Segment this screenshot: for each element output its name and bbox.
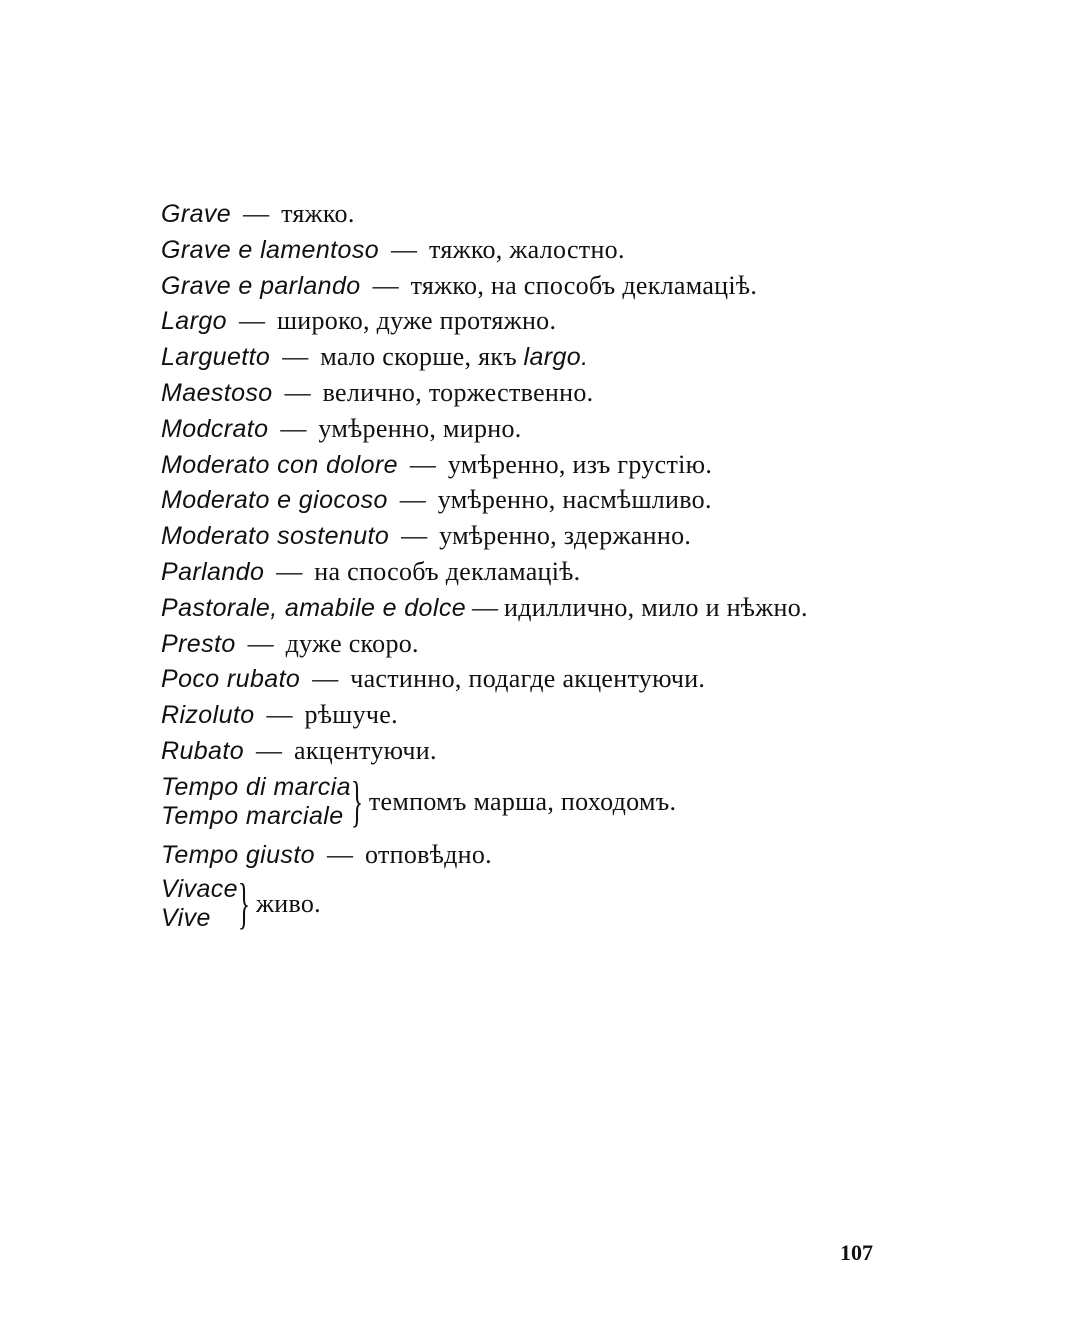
glossary-entry-presto [161,626,921,662]
entry-dash: — [472,592,499,622]
entry-term: Grave e lamentoso [161,235,380,264]
entry-definition: идиллично, мило и нѣжно. [504,592,808,622]
page-number: 107 [840,1240,873,1265]
entry-dash: — [282,342,309,372]
glossary-list [161,196,921,935]
curly-brace: } [237,872,250,935]
entry-dash: — [326,839,353,869]
glossary-entry-moderato-con-dolore [161,447,921,483]
glossary-entry-tempo-giusto [161,837,921,873]
group-definition: живо. [256,888,321,918]
glossary-entry-pastorale [161,590,921,626]
glossary-entry-moderato-e-giocoso [161,482,921,518]
entry-term: Rubato [161,736,245,765]
entry-term: Moderato e giocoso [161,486,388,515]
glossary-entry-largo [161,303,921,339]
entry-dash: — [409,449,436,479]
group-term: Tempo di marcia [161,772,351,801]
entry-term: Rizoluto [161,701,255,730]
entry-term: Maestoso [161,378,273,407]
entry-dash: — [276,556,303,586]
glossary-entry-rizoluto [161,697,921,733]
glossary-entry-grave-e-lamentoso [161,232,921,268]
group-term: Tempo marciale [161,801,344,830]
entry-definition: велично, торжественно. [322,377,594,407]
glossary-entry-maestoso [161,375,921,411]
entry-definition: умѣренно, изъ грустію. [447,449,713,479]
group-definition: темпомъ марша, походомъ. [368,786,677,816]
entry-definition: тяжко, жалостно. [429,234,625,264]
entry-dash: — [256,735,283,765]
group-term: Vive [161,903,211,932]
entry-dash: — [312,664,339,694]
curly-brace: } [350,770,363,833]
entry-dash: — [247,628,274,658]
glossary-entry-moderato-sostenuto [161,518,921,554]
entry-definition: на способъ декламаціѣ. [314,556,581,586]
entry-term: Grave [161,200,232,228]
entry-term: Pastorale, amabile e dolce [161,593,467,622]
entry-definition-term: largo. [523,343,589,372]
entry-definition: умѣренно, мирно. [318,413,522,443]
entry-definition: рѣшуче. [304,700,398,730]
glossary-entry-modcrato [161,411,921,447]
entry-term: Largo [161,307,227,336]
entry-term: Modcrato [161,414,269,443]
entry-dash: — [280,413,307,443]
glossary-entry-grave-e-parlando [161,268,921,304]
entry-term: Parlando [161,557,265,586]
entry-definition: широко, дуже протяжно. [276,306,557,336]
entry-definition: акцентуючи. [294,735,437,765]
entry-dash: — [401,521,428,551]
entry-term: Moderato con dolore [161,450,398,479]
entry-definition: тяжко. [281,199,355,228]
entry-term: Larguetto [161,343,271,372]
entry-definition: частинно, подагде акцентуючи. [350,664,706,694]
entry-dash: — [243,199,270,228]
glossary-entry-poco-rubato [161,661,921,697]
group-terms [161,875,238,933]
entry-definition: отповѣдно. [364,839,492,869]
entry-term: Moderato sostenuto [161,522,390,551]
entry-definition: тяжко, на способъ декламаціѣ. [410,270,758,300]
entry-term: Poco rubato [161,665,301,694]
entry-definition: умѣренно, здержанно. [439,521,692,551]
entry-dash: — [399,485,426,515]
glossary-group-tempo-marcia [161,771,921,833]
entry-term: Presto [161,629,236,658]
entry-dash: — [284,377,311,407]
entry-dash: — [391,234,418,264]
entry-definition: умѣренно, насмѣшливо. [437,485,712,515]
group-terms [161,773,351,831]
glossary-entry-parlando [161,554,921,590]
glossary-group-vivace [161,873,921,935]
entry-dash: — [238,306,265,336]
entry-term: Grave e parlando [161,271,361,300]
entry-definition: мало скорше, якъ [320,342,518,372]
glossary-entry-grave [161,196,921,232]
glossary-entry-rubato [161,733,921,769]
glossary-entry-larguetto [161,339,921,375]
entry-definition: дуже скоро. [285,628,419,658]
entry-dash: — [372,270,399,300]
group-term: Vivace [161,874,238,903]
entry-dash: — [266,700,293,730]
entry-term: Tempo giusto [161,840,315,869]
